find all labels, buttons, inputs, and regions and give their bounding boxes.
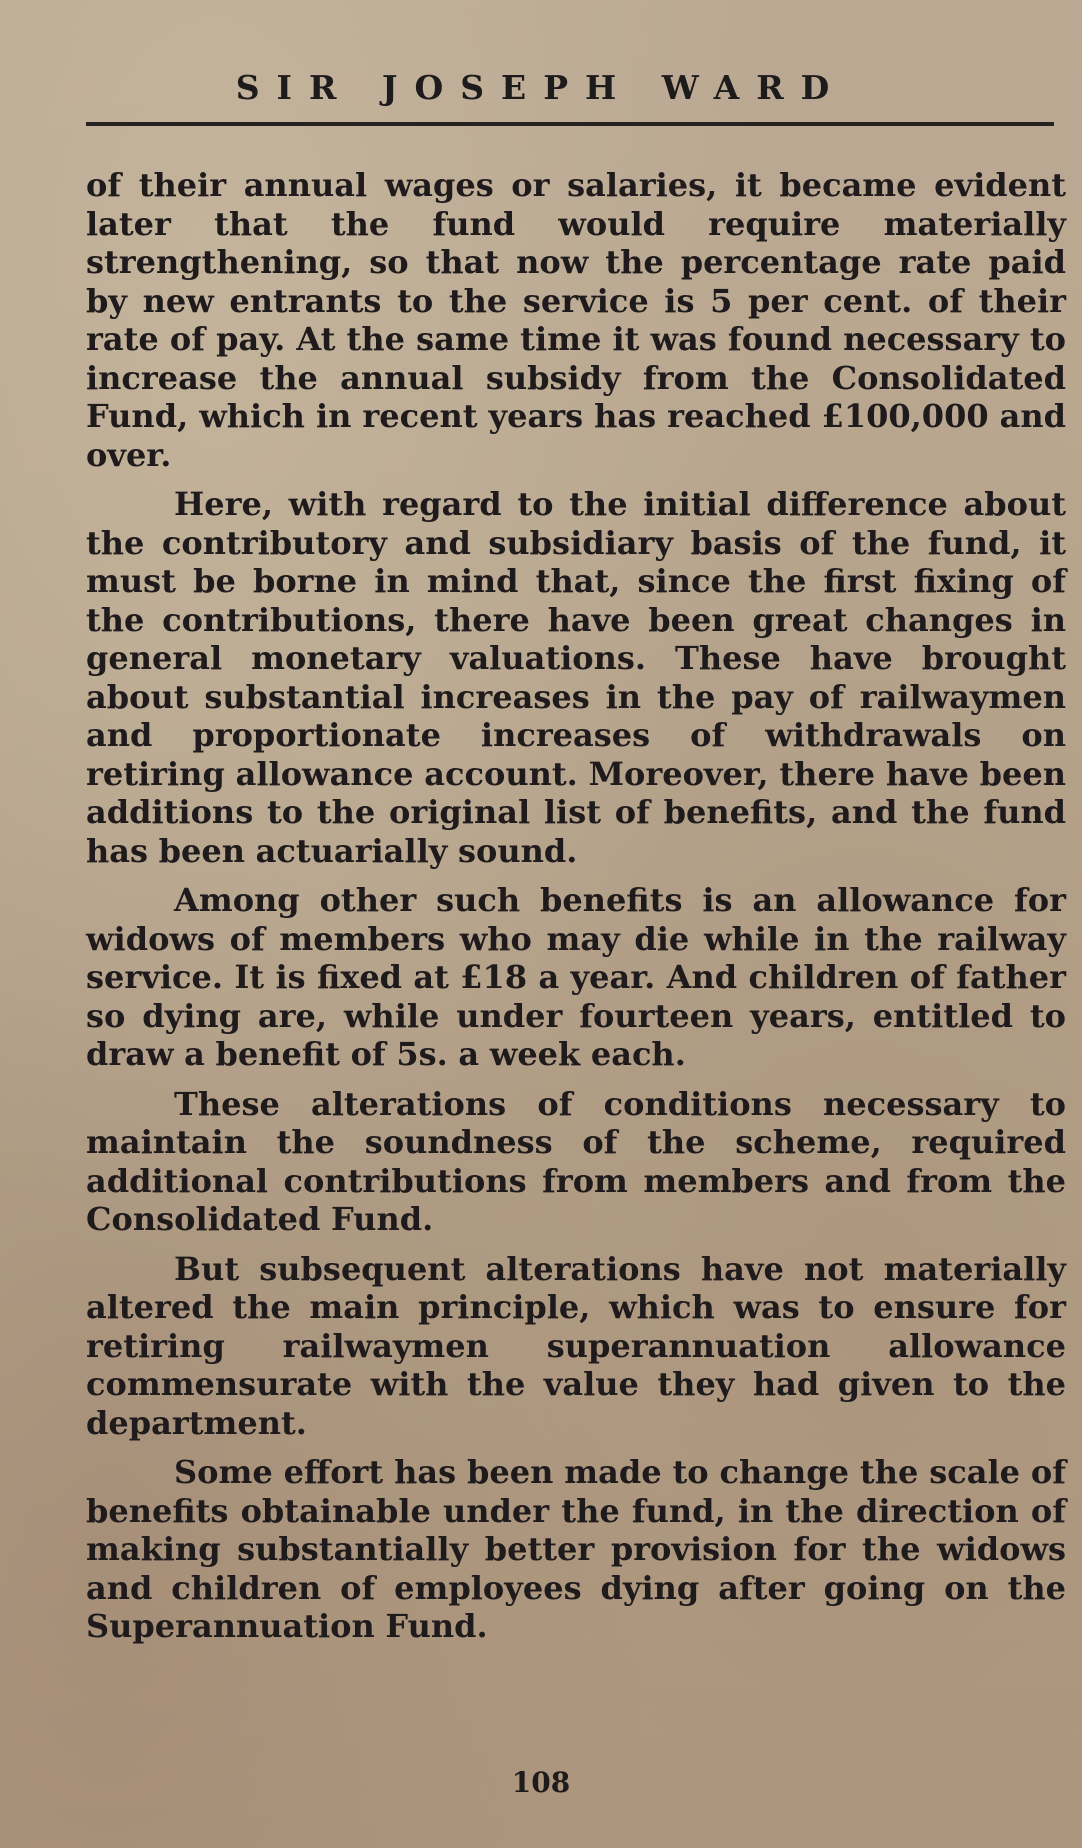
- body-text: [86, 166, 1066, 1657]
- page-number: 108: [511, 1766, 571, 1799]
- running-head-title: SIR JOSEPH WARD: [235, 68, 847, 107]
- paragraph-scale-of-benefits: Some effort has been made to change the scale of benefits obtainable under the fund, in the direction of making substantially better provision for the widows and children of employees dying after going on the Superannuation Fund.: [86, 1453, 1066, 1645]
- header-rule: [86, 122, 1054, 126]
- paragraph-monetary-valuations: Here, with regard to the initial difference about the contributory and subsidiary basis of the fund, it must be borne in mind that, since the first fixing of the contributions, there have been great changes in general monetary valuations. These have brought about substantial increases in the pay of railwaymen and proportionate increases of withdrawals on retiring allowance account. Moreover, there have been additions to the original list of benefits, and the fund has been actuarially sound.: [86, 485, 1066, 870]
- paragraph-alterations: These alterations of conditions necessary to maintain the soundness of the scheme, required additional contributions from members and from the Consolidated Fund.: [86, 1084, 1066, 1238]
- paragraph-continuation: of their annual wages or salaries, it became evident later that the fund would require materially strengthening, so that now the percentage rate paid by new entrants to the service is 5 per cent. of their rate of pay. At the same time it was found necessary to increase the annual subsidy from the Consolidated Fund, which in recent years has reached £100,000 and over.: [86, 166, 1066, 474]
- paragraph-main-principle: But subsequent alterations have not materially altered the main principle, which was to ensure for retiring railwaymen superannuation allowance commensurate with the value they had given to the department.: [86, 1249, 1066, 1442]
- paragraph-widows-allowance: Among other such benefits is an allowance for widows of members who may die while in the railway service. It is fixed at £18 a year. And children of father so dying are, while under fourteen years, entitled to draw a benefit of 5s. a week each.: [86, 881, 1066, 1073]
